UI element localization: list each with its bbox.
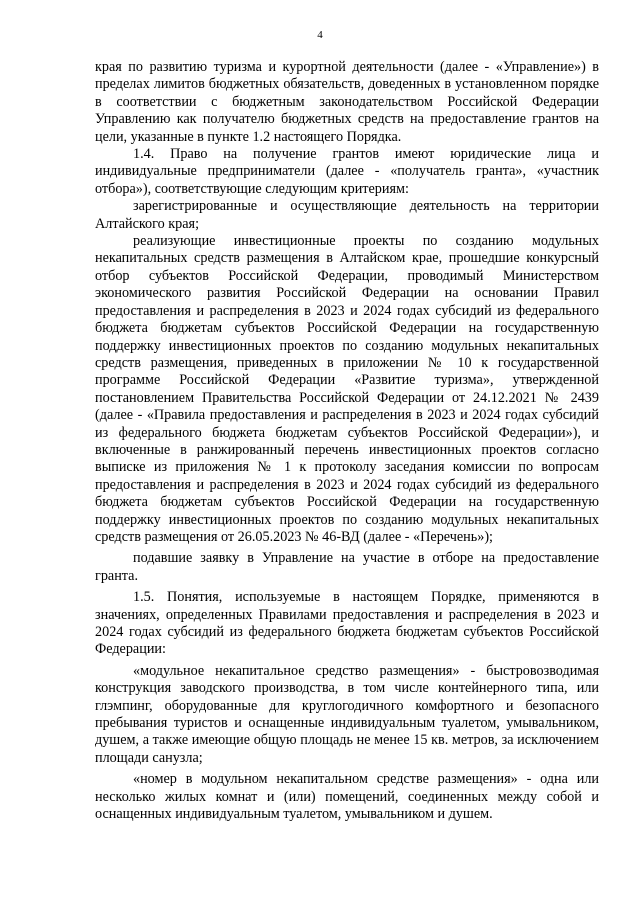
definition-modular-accommodation: «модульное некапитальное средство размещения» - быстровозводимая конструкция заводского производства, в том числе контейнерного типа, или глэмпинг, оборудованные для круглогодичного комфортного и безопасного пребывания туристов и оснащенные индивидуальным туалетом, умывальником, душем, а также имеющие общую площадь не менее 15 кв. метров, за исключением площади санузла; [95,662,599,766]
page-number: 4 [317,29,323,41]
definition-room-in-modular-accommodation: «номер в модульном некапитальном средстве размещения» - одна или несколько жилых комнат и (или) помещений, соединенных между собой и оснащенных индивидуальным туалетом, умывальником и душем. [95,771,599,823]
paragraph-intro-continuation: края по развитию туризма и курортной деятельности (далее - «Управление») в пределах лимитов бюджетных обязательств, доведенных в установленном порядке в соответствии с бюджетным законодательством Российской Федерации Управлению как получателю бюджетных средств на предоставление грантов на цели, указанные в пункте 1.2 настоящего Порядка. [95,59,599,145]
criterion-registered-in-altai: зарегистрированные и осуществляющие деятельность на территории Алтайского края; [95,198,599,232]
paragraph-1-5-definitions: 1.5. Понятия, используемые в настоящем Порядке, применяются в значениях, определенных Правилами предоставления и распределения в 2023 и 2024 годах субсидий из федерального бюджета бюджетам субъектов Российской Федерации: [95,589,599,658]
document-body [95,59,599,823]
criterion-implementing-investment-projects: реализующие инвестиционные проекты по созданию модульных некапитальных средств размещения в Алтайском крае, прошедшие конкурсный отбор субъектов Российской Федерации, проводимый Министерством экономического развития Российской Федерации на основании Правил предоставления и распределения в 2023 и 2024 годах субсидий из федерального бюджета бюджетам субъектов Российской Федерации на государственную поддержку инвестиционных проектов по созданию модульных некапитальных средств размещения, приведенных в приложении № 10 к государственной программе Российской Федерации «Развитие туризма», утвержденной постановлением Правительства Российской Федерации от 24.12.2021 № 2439 (далее - «Правила предоставления и распределения в 2023 и 2024 годах субсидий из федерального бюджета бюджетам субъектов Российской Федерации»), и включенные в ранжированный перечень инвестиционных проектов согласно выписке из приложения № 1 к протоколу заседания комиссии по вопросам предоставления и распределения в 2023 и 2024 годах субсидий из федерального бюджета бюджетам субъектов Российской Федерации на государственную поддержку инвестиционных проектов по созданию модульных некапитальных средств размещения от 26.05.2023 № 46-ВД (далее - «Перечень»); [95,233,599,545]
paragraph-1-4-grant-eligibility: 1.4. Право на получение грантов имеют юридические лица и индивидуальные предприниматели (далее - «получатель гранта», «участник отбора»), соответствующие следующим критериям: [95,146,599,197]
criterion-submitted-application: подавшие заявку в Управление на участие в отборе на предоставление гранта. [95,550,599,584]
